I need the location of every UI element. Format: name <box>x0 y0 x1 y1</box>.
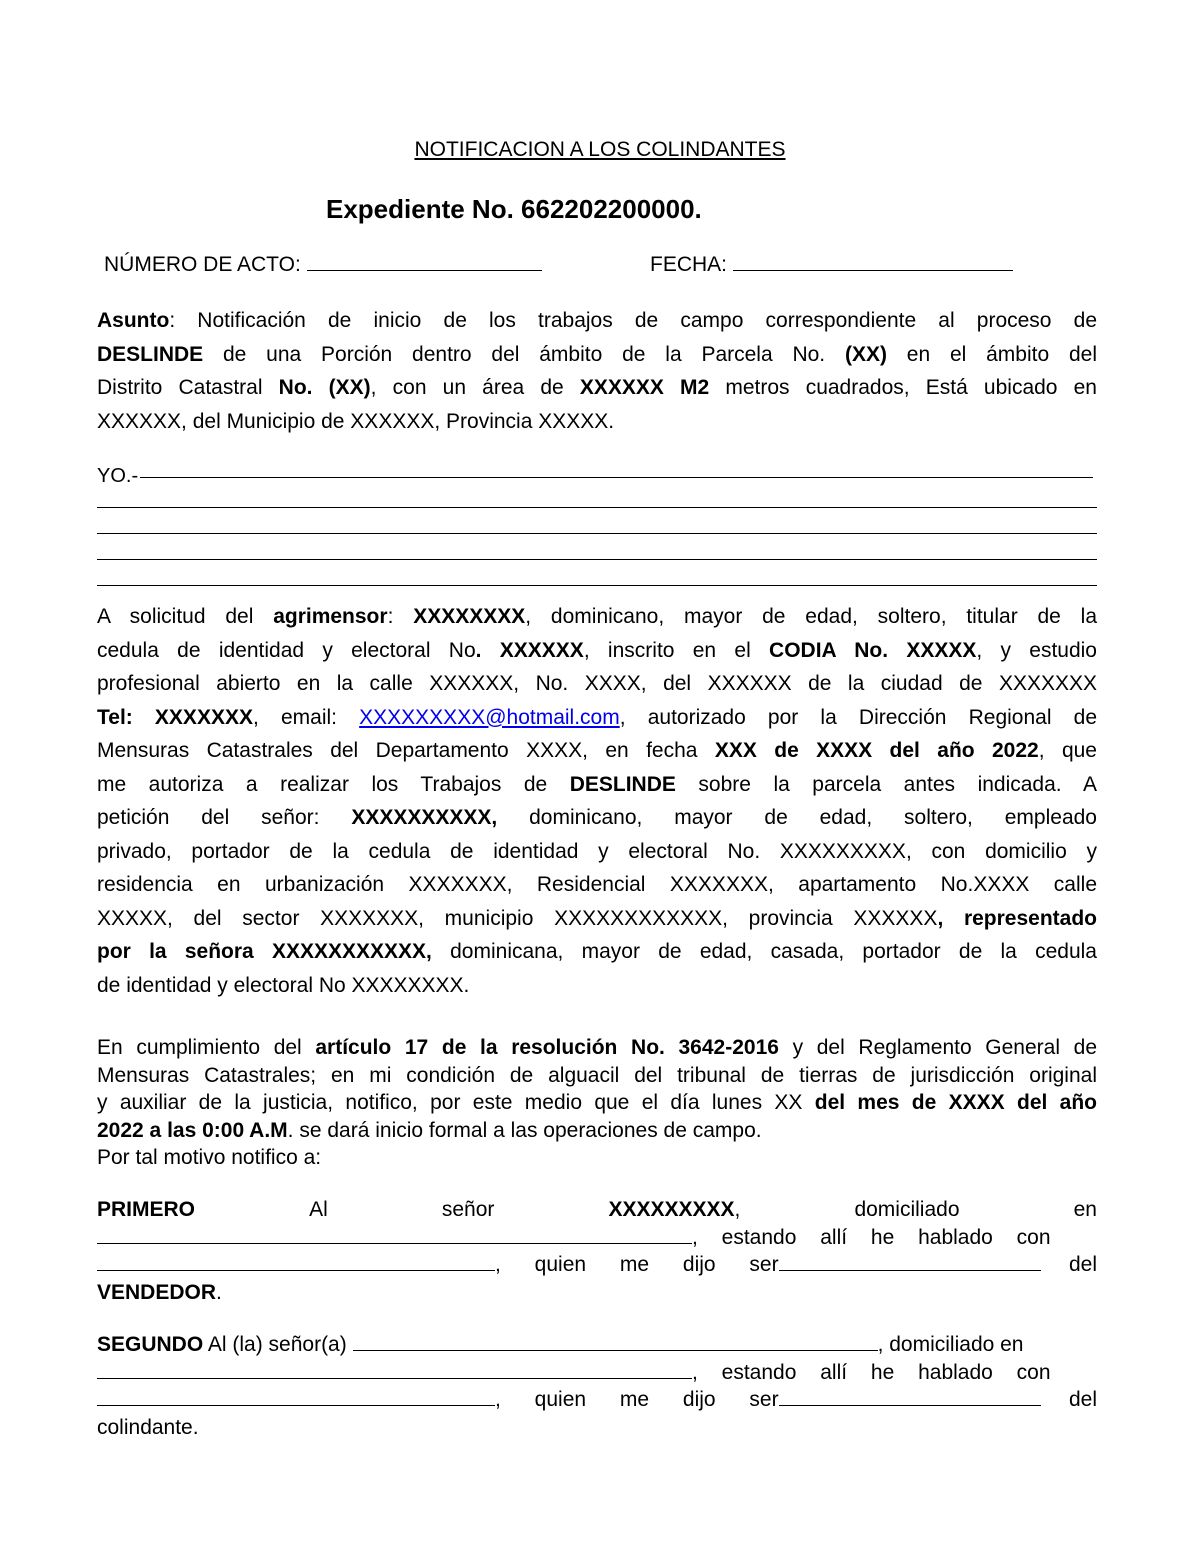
text: del <box>1068 1253 1097 1276</box>
primero-row <box>97 1279 1097 1307</box>
asunto-line <box>97 304 1097 338</box>
blank-field <box>779 1387 1041 1406</box>
bold-text: agrimensor <box>273 605 388 628</box>
asunto-text: : Notificación de inicio <box>169 309 444 332</box>
segundo-label: SEGUNDO <box>97 1333 204 1356</box>
text <box>97 1386 1041 1414</box>
solicitud-line: privado, portador de la cedula de identidad y electoral No. XXXXXXXXX, con domicilio y <box>97 839 1097 863</box>
text: , inscrito en el <box>583 638 770 662</box>
document-title: NOTIFICACION A LOS COLINDANTES <box>414 138 786 161</box>
text <box>97 1251 1041 1279</box>
blank-field <box>97 1387 495 1406</box>
text: A solicitud del <box>97 605 274 628</box>
yo-line <box>97 463 1097 489</box>
text: me autoriza a realizar los Trabajos de <box>97 772 570 796</box>
primero-row <box>97 1196 1097 1224</box>
blank-line <box>97 515 1097 541</box>
bold-text: Tel: XXXXXXX <box>97 705 253 729</box>
text: y del Reglamento General de <box>778 1036 1097 1059</box>
solicitud-line: profesional abierto en la calle XXXXXX, No. XXXX, del XXXXXX de la ciudad de XXXXXXX <box>97 672 1097 695</box>
cumplimiento-line <box>97 1117 1097 1145</box>
solicitud-line <box>97 801 1097 835</box>
blank-field <box>97 1252 495 1271</box>
cumplimiento-line: Por tal motivo notifico a: <box>97 1146 322 1169</box>
text <box>97 1224 1051 1252</box>
text: cedula de identidad y electoral No <box>97 638 476 662</box>
numero-acto-label: NÚMERO DE ACTO: <box>104 253 301 276</box>
text: XXXXX, del sector XXXXXXX, municipio XXXXXXXXXXXX, provincia XXXXXX <box>97 906 938 930</box>
text <box>97 1359 1051 1387</box>
solicitud-line: de identidad y electoral No XXXXXXXX. <box>97 973 470 997</box>
bold-text: XXXXXXXX <box>413 605 526 628</box>
fecha-label: FECHA: <box>650 253 728 276</box>
blank-line <box>97 489 1097 515</box>
primero-row <box>97 1224 1097 1252</box>
asunto-label: Asunto <box>97 309 170 332</box>
numero-acto-field <box>104 252 542 277</box>
solicitud-paragraph <box>97 600 1097 1002</box>
solicitud-line <box>97 768 1097 802</box>
text: , quien me dijo ser <box>495 1253 779 1276</box>
fecha-blank <box>733 252 1013 271</box>
asunto-text: Distrito Catastral <box>97 376 279 399</box>
text: , dominicano, mayor de edad, soltero, titular de la <box>525 605 1098 628</box>
text: Mensuras Catastrales del Departamento XXXX, en fecha <box>97 739 715 762</box>
asunto-text: de una Porción dentro del ámbito de la Parcela No. <box>203 342 845 366</box>
bold-text: del mes de XXXX del año <box>814 1091 1097 1114</box>
blank-line <box>97 541 1097 567</box>
text: , quien me dijo ser <box>495 1388 779 1411</box>
text: en <box>1073 1198 1097 1221</box>
expediente-number: Expediente No. 662202200000. <box>326 194 702 224</box>
text: , estando allí he hablado con <box>692 1225 1051 1249</box>
primero-name: XXXXXXXXX <box>608 1198 735 1221</box>
primero-label: PRIMERO <box>97 1198 196 1221</box>
text: , estando allí he hablado con <box>692 1360 1051 1384</box>
text: , y estudio <box>976 638 1097 662</box>
asunto-line <box>97 338 1097 372</box>
fecha-field <box>650 252 1013 277</box>
bold-text: CODIA No. XXXXX <box>769 638 977 662</box>
text: . se dará inicio formal a las operaciones de campo. <box>287 1118 762 1142</box>
bold-text: 2022 a las 0:00 A.M <box>97 1118 288 1142</box>
text: del <box>1068 1388 1097 1411</box>
solicitud-line <box>97 701 1097 735</box>
numero-acto-blank <box>307 252 542 271</box>
segundo-row <box>97 1386 1097 1414</box>
text: , domiciliado en <box>877 1333 1024 1356</box>
asunto-bold: (XX) <box>844 342 887 366</box>
yo-label: YO.- <box>97 465 139 487</box>
primero-paragraph <box>97 1196 1097 1306</box>
segundo-row <box>97 1414 1097 1442</box>
primero-row <box>97 1251 1097 1279</box>
text: señor <box>441 1198 495 1221</box>
text: . <box>216 1280 222 1304</box>
asunto-paragraph <box>97 304 1097 438</box>
cumplimiento-line <box>97 1034 1097 1062</box>
asunto-bold: DESLINDE <box>97 342 204 366</box>
solicitud-line <box>97 600 1097 634</box>
asunto-text: metros cuadrados, Está ubicado en <box>709 376 1097 399</box>
text: Al <box>309 1198 328 1221</box>
solicitud-line <box>97 902 1097 936</box>
blank-field <box>97 1360 692 1379</box>
solicitud-line: residencia en urbanización XXXXXXX, Residencial XXXXXXX, apartamento No.XXXX calle <box>97 873 1097 896</box>
asunto-bold: No. (XX) <box>278 376 371 399</box>
blank-line <box>97 567 1097 593</box>
text <box>608 1196 740 1224</box>
asunto-text: de los trabajos de campo correspondiente al proceso de <box>443 309 1097 332</box>
bold-text: artículo 17 de la resolución No. 3642-2016 <box>315 1036 779 1059</box>
text: petición del señor: <box>97 806 352 829</box>
bold-text: XXX de XXXX del año 2022 <box>714 739 1039 762</box>
text: domiciliado <box>854 1198 960 1221</box>
solicitud-line <box>97 634 1097 668</box>
segundo-row <box>97 1331 1097 1359</box>
text: y auxiliar de la justicia, notifico, por este medio que el día lunes XX <box>97 1091 815 1114</box>
yo-lines <box>97 463 1097 593</box>
text: dominicana, mayor de edad, casada, portador de la cedula <box>431 940 1097 963</box>
segundo-row <box>97 1359 1097 1387</box>
asunto-bold: XXXXXX M2 <box>579 376 710 399</box>
cumplimiento-paragraph <box>97 1034 1097 1172</box>
asunto-line: XXXXXX, del Municipio de XXXXXX, Provincia XXXXX. <box>97 409 615 433</box>
text: , autorizado por la Dirección Regional de <box>619 705 1097 729</box>
text: Al (la) señor(a) <box>203 1333 353 1356</box>
asunto-text: , con un área de <box>370 376 580 399</box>
bold-text: VENDEDOR <box>97 1280 217 1304</box>
text: : <box>387 605 414 628</box>
email-link[interactable]: XXXXXXXXX@hotmail.com <box>359 705 620 729</box>
asunto-line <box>97 371 1097 405</box>
bold-text: , representado <box>937 906 1097 930</box>
blank-field <box>97 1225 692 1244</box>
cumplimiento-line <box>97 1089 1097 1117</box>
solicitud-line <box>97 734 1097 768</box>
bold-text: DESLINDE <box>569 772 676 796</box>
segundo-paragraph <box>97 1331 1097 1441</box>
solicitud-line <box>97 935 1097 969</box>
blank-field <box>353 1332 878 1351</box>
text: En cumplimiento del <box>97 1036 316 1059</box>
text: , que <box>1038 739 1097 762</box>
text: dominicano, mayor de edad, soltero, empleado <box>497 806 1097 829</box>
text: colindante. <box>97 1415 199 1439</box>
cumplimiento-line: Mensuras Catastrales; en mi condición de alguacil del tribunal de tierras de jurisdicción original <box>97 1063 1097 1087</box>
text: sobre la parcela antes indicada. A <box>675 772 1097 796</box>
text: , <box>734 1198 741 1221</box>
blank-field <box>779 1252 1041 1271</box>
asunto-text: en el ámbito del <box>886 342 1097 366</box>
bold-text: por la señora XXXXXXXXXXX, <box>97 940 432 963</box>
text: , email: <box>252 705 360 729</box>
bold-text: . XXXXXX <box>475 638 584 662</box>
bold-text: XXXXXXXXXX, <box>351 806 498 829</box>
